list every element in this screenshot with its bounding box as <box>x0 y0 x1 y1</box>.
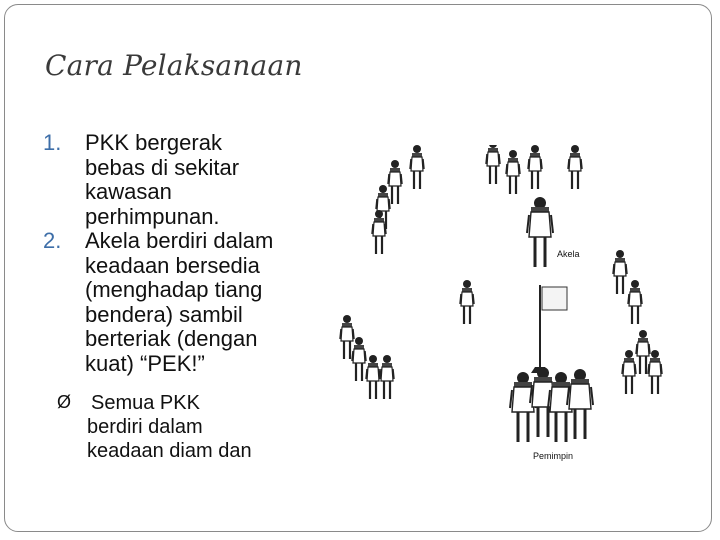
slide-title: Cara Pelaksanaan <box>45 49 303 82</box>
numbered-list <box>43 131 343 463</box>
sub-bullet-line: keadaan diam dan <box>87 440 252 462</box>
scout-figure <box>636 330 650 374</box>
list-number: 2. <box>43 228 62 253</box>
arrow-bullet-icon: Ø <box>57 392 72 412</box>
list-item <box>43 229 343 376</box>
sub-bullet <box>57 390 343 415</box>
scout-figure <box>410 145 424 189</box>
scout-figure <box>568 145 582 189</box>
list-number: 1. <box>43 130 62 155</box>
sub-bullet-text: Semua PKK <box>91 392 200 414</box>
akela-label: Akela <box>557 249 580 259</box>
akela-figure <box>527 197 553 267</box>
scout-figure <box>366 355 380 399</box>
flag-icon <box>531 285 567 373</box>
scout-figure <box>528 145 542 189</box>
list-item <box>43 131 343 229</box>
sub-bullet-line: berdiri dalam <box>87 416 203 438</box>
scout-figure <box>628 280 642 324</box>
formation-illustration <box>335 145 665 475</box>
scout-figure <box>648 350 662 394</box>
list-text: PKK bergerak bebas di sekitar kawasan perhimpunan. <box>85 130 240 229</box>
scout-figure <box>388 160 402 204</box>
scout-figure <box>460 280 474 324</box>
pemimpin-label: Pemimpin <box>533 451 574 461</box>
scout-figure <box>340 315 354 359</box>
scout-figure <box>380 355 394 399</box>
list-text: Akela berdiri dalam keadaan bersedia (menghadap tiang bendera) sambil berteriak (dengan kuat) “PEK!” <box>85 228 274 376</box>
scout-figure <box>486 145 500 184</box>
scout-figure <box>567 369 593 439</box>
scout-figure <box>622 350 636 394</box>
scout-figure <box>352 337 366 381</box>
slide <box>4 4 712 532</box>
scout-figure <box>613 250 627 294</box>
scout-figure <box>372 210 386 254</box>
scout-figure <box>506 150 520 194</box>
